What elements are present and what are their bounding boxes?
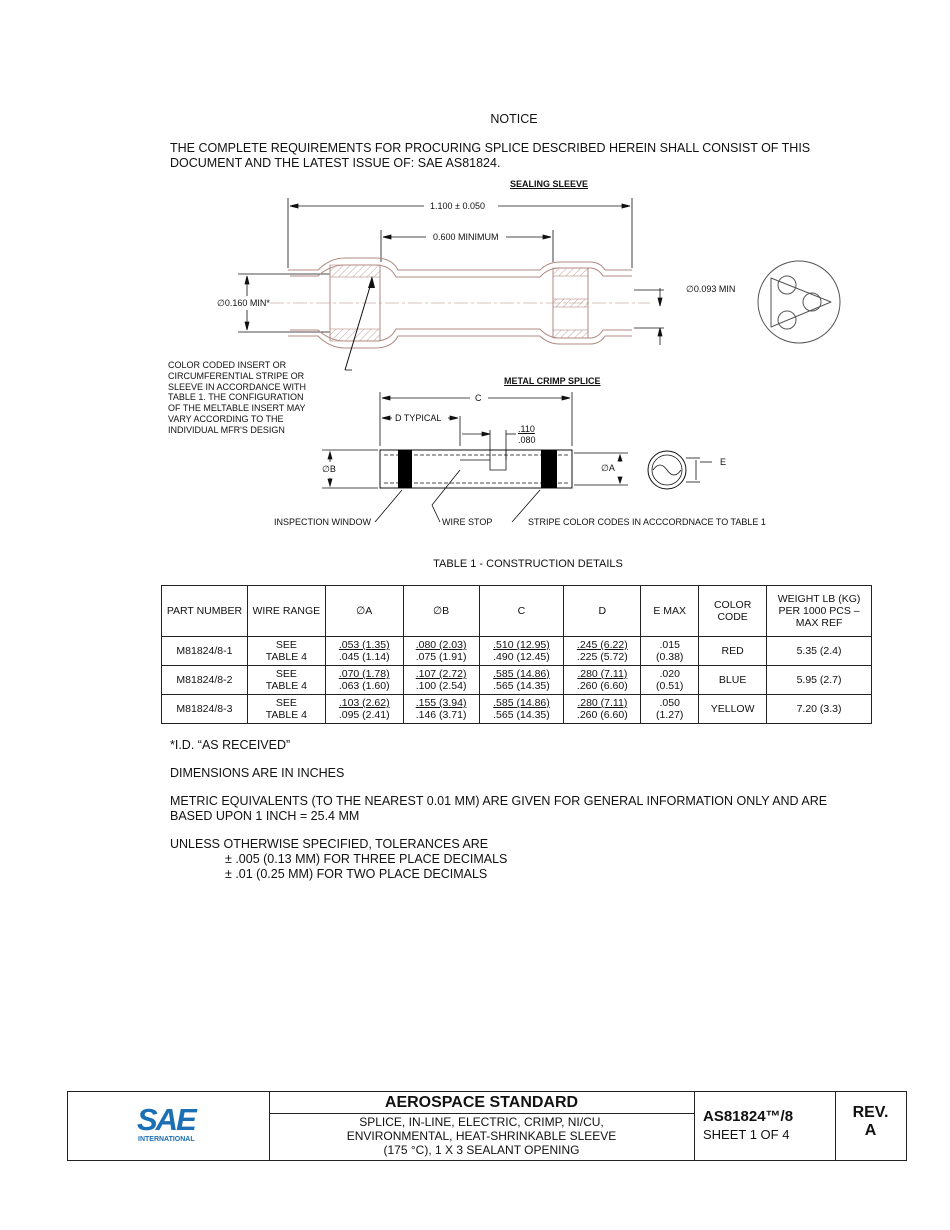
cell-d: .280 (7.11) .260 (6.60) bbox=[564, 695, 641, 724]
note-tolerance-heading: UNLESS OTHERWISE SPECIFIED, TOLERANCES ARE bbox=[170, 837, 489, 851]
stripe-note-label: STRIPE COLOR CODES IN ACCCORDNACE TO TABLE 1 bbox=[528, 517, 766, 527]
cell-part: M81824/8-3 bbox=[162, 695, 248, 724]
general-notes bbox=[170, 738, 850, 882]
dim-b-label: ∅B bbox=[322, 464, 336, 474]
note-dimensions: DIMENSIONS ARE IN INCHES bbox=[170, 766, 345, 780]
dim-inner-diameter: ∅0.160 MIN* bbox=[217, 298, 270, 308]
wire-stop-label: WIRE STOP bbox=[442, 517, 493, 527]
cell-part: M81824/8-2 bbox=[162, 666, 248, 695]
cell-c: .585 (14.86) .565 (14.35) bbox=[479, 666, 564, 695]
doc-title-2: ENVIRONMENTAL, HEAT-SHRINKABLE SLEEVE bbox=[346, 1129, 617, 1143]
sae-logo-sub: INTERNATIONAL bbox=[138, 1136, 195, 1143]
cell-weight: 5.35 (2.4) bbox=[767, 637, 872, 666]
dim-080-label: .080 bbox=[518, 435, 536, 445]
header-color-code: COLOR CODE bbox=[699, 586, 767, 637]
cell-e: .015 (0.38) bbox=[641, 637, 699, 666]
header-weight: WEIGHT LB (KG) PER 1000 PCS – MAX REF bbox=[767, 586, 872, 637]
header-e-max: E MAX bbox=[641, 586, 699, 637]
dim-end-diameter: ∅0.093 MIN bbox=[686, 284, 736, 294]
cell-c: .510 (12.95) .490 (12.45) bbox=[479, 637, 564, 666]
note-metric: METRIC EQUIVALENTS (TO THE NEAREST 0.01 MM) ARE GIVEN FOR GENERAL INFORMATION ONLY AND ARE BASED UPON 1 INCH = 25.4 MM bbox=[170, 794, 828, 823]
doc-title-3: (175 °C), 1 X 3 SEALANT OPENING bbox=[383, 1143, 580, 1157]
dim-e-label: E bbox=[720, 457, 727, 467]
dim-a-label: ∅A bbox=[601, 463, 615, 473]
logo-cell bbox=[68, 1092, 270, 1160]
notice-heading: NOTICE bbox=[490, 112, 538, 126]
cell-b: .155 (3.94) .146 (3.71) bbox=[403, 695, 479, 724]
note-tolerance-two-place: ± .01 (0.25 MM) FOR TWO PLACE DECIMALS bbox=[225, 867, 488, 881]
header-wire-range: WIRE RANGE bbox=[247, 586, 325, 637]
notice-text: THE COMPLETE REQUIREMENTS FOR PROCURING SPLICE DESCRIBED HEREIN SHALL CONSIST OF THIS DOCUMENT AND THE LATEST ISSUE OF: SAE AS81824. bbox=[170, 141, 811, 170]
table-row bbox=[162, 695, 872, 724]
cell-weight: 5.95 (2.7) bbox=[767, 666, 872, 695]
cell-wire: SEE TABLE 4 bbox=[247, 666, 325, 695]
cell-a: .070 (1.78) .063 (1.60) bbox=[325, 666, 403, 695]
cell-b: .080 (2.03) .075 (1.91) bbox=[403, 637, 479, 666]
table-caption: TABLE 1 - CONSTRUCTION DETAILS bbox=[433, 558, 623, 570]
title-block bbox=[67, 1091, 907, 1161]
cell-color: RED bbox=[699, 637, 767, 666]
technical-drawing bbox=[0, 0, 950, 540]
cell-b: .107 (2.72) .100 (2.54) bbox=[403, 666, 479, 695]
inspection-window-label: INSPECTION WINDOW bbox=[274, 517, 371, 527]
cell-d: .280 (7.11) .260 (6.60) bbox=[564, 666, 641, 695]
cell-e: .020 (0.51) bbox=[641, 666, 699, 695]
dim-d-label: D TYPICAL bbox=[395, 413, 442, 423]
cell-weight: 7.20 (3.3) bbox=[767, 695, 872, 724]
header-part-number: PART NUMBER bbox=[162, 586, 248, 637]
doc-category: AEROSPACE STANDARD bbox=[269, 1092, 694, 1114]
title-cell bbox=[269, 1092, 695, 1160]
cell-color: YELLOW bbox=[699, 695, 767, 724]
rev-value: A bbox=[864, 1122, 877, 1139]
cell-wire: SEE TABLE 4 bbox=[247, 695, 325, 724]
sae-logo: SAE bbox=[137, 1102, 195, 1137]
header-a: ∅A bbox=[325, 586, 403, 637]
table-row bbox=[162, 666, 872, 695]
construction-details-table bbox=[161, 585, 872, 724]
header-c: C bbox=[479, 586, 564, 637]
sheet-number: SHEET 1 OF 4 bbox=[703, 1127, 790, 1142]
table-row bbox=[162, 637, 872, 666]
cell-c: .585 (14.86) .565 (14.35) bbox=[479, 695, 564, 724]
insert-note: COLOR CODED INSERT OR CIRCUMFERENTIAL STRIPE OR SLEEVE IN ACCORDANCE WITH TABLE 1. THE CONFIGURATION OF THE MELTABLE INSERT MAY VARY ACCORDING TO THE INDIVIDUAL MFR'S DESIGN bbox=[168, 360, 307, 435]
note-id: *I.D. “AS RECEIVED” bbox=[170, 738, 291, 752]
cell-a: .103 (2.62) .095 (2.41) bbox=[325, 695, 403, 724]
header-d: D bbox=[564, 586, 641, 637]
dim-min-length: 0.600 MINIMUM bbox=[433, 232, 499, 242]
cell-part: M81824/8-1 bbox=[162, 637, 248, 666]
table-header-row bbox=[162, 586, 872, 637]
crimp-splice-title: METAL CRIMP SPLICE bbox=[504, 376, 601, 386]
header-b: ∅B bbox=[403, 586, 479, 637]
cell-color: BLUE bbox=[699, 666, 767, 695]
doc-number-cell bbox=[694, 1092, 836, 1160]
cell-wire: SEE TABLE 4 bbox=[247, 637, 325, 666]
doc-title-1: SPLICE, IN-LINE, ELECTRIC, CRIMP, NI/CU, bbox=[359, 1115, 604, 1129]
cell-e: .050 (1.27) bbox=[641, 695, 699, 724]
cell-a: .053 (1.35) .045 (1.14) bbox=[325, 637, 403, 666]
dim-110-label: .110 bbox=[518, 424, 535, 434]
revision-cell bbox=[835, 1092, 906, 1160]
dim-overall-length: 1.100 ± 0.050 bbox=[430, 201, 485, 211]
dim-c-label: C bbox=[475, 393, 482, 403]
sealing-sleeve-title: SEALING SLEEVE bbox=[510, 179, 589, 189]
note-tolerance-three-place: ± .005 (0.13 MM) FOR THREE PLACE DECIMALS bbox=[225, 852, 508, 866]
doc-number: AS81824™/8 bbox=[703, 1108, 794, 1125]
rev-label: REV. bbox=[852, 1104, 889, 1121]
cell-d: .245 (6.22) .225 (5.72) bbox=[564, 637, 641, 666]
